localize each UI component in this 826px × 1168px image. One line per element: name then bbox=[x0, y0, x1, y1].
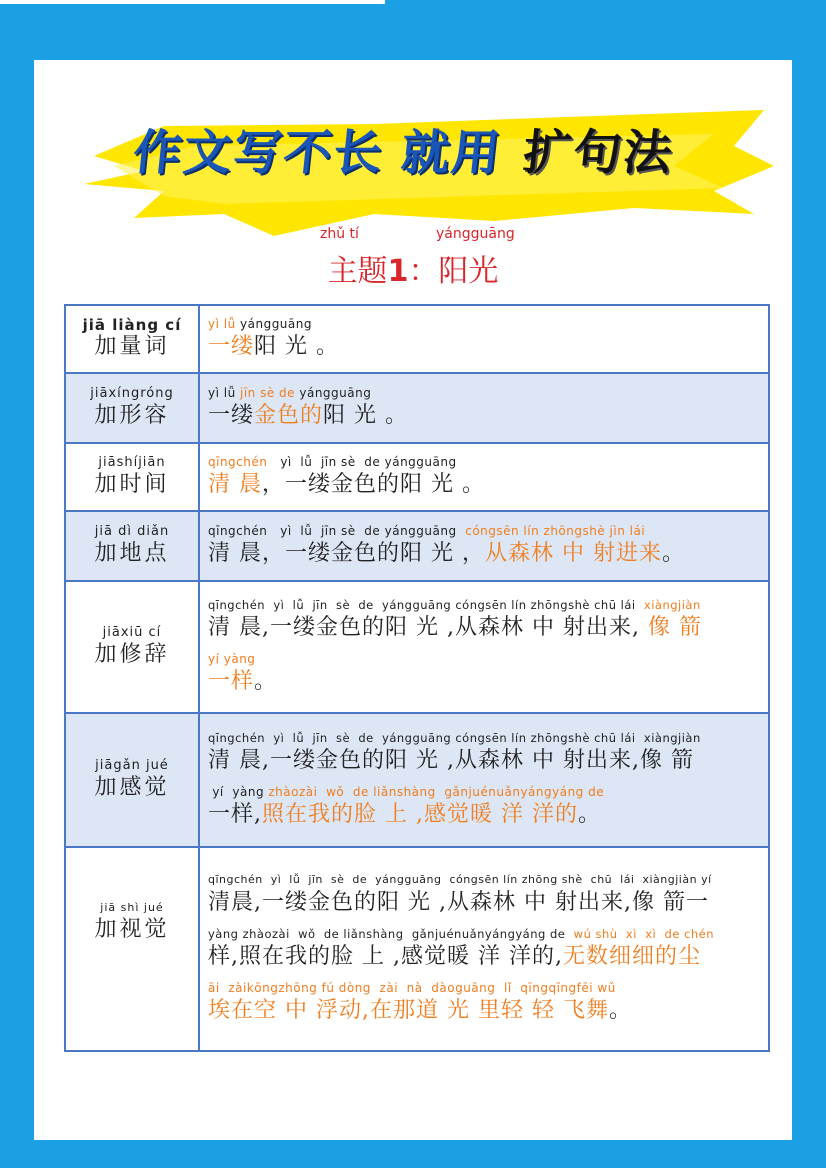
table-row bbox=[65, 373, 769, 443]
sentence-text: ，一缕金色的阳 光 。 bbox=[262, 472, 485, 497]
sentence-line bbox=[208, 667, 760, 697]
theme-suffix: ：阳光 bbox=[408, 254, 499, 289]
table-row bbox=[65, 713, 769, 847]
pinyin-highlight: wú shù xì xì de chén bbox=[573, 927, 715, 941]
table-row bbox=[65, 305, 769, 373]
pinyin-zhuti: zhǔ tí bbox=[320, 226, 359, 242]
pinyin-text: yángguāng bbox=[240, 317, 312, 331]
sentence-line bbox=[208, 942, 760, 972]
sentence-highlight: 像 箭 bbox=[639, 615, 702, 640]
sentence-text: 。 bbox=[608, 998, 632, 1023]
theme-prefix: 主题 bbox=[327, 254, 388, 289]
sentence-text: 。 bbox=[577, 802, 601, 827]
pinyin-line bbox=[208, 597, 760, 613]
subtitle-pinyin bbox=[34, 226, 792, 244]
label-text: 加修辞 bbox=[94, 642, 170, 667]
sentence-line bbox=[208, 470, 760, 500]
page-title bbox=[90, 108, 718, 188]
sentence-highlight: 清 晨 bbox=[208, 472, 262, 497]
sentence-text: 清 晨,一缕金色的阳 光 ,从森林 中 射出来,像 箭 bbox=[208, 748, 694, 773]
pinyin-text: qīngchén yì lǚ jīn sè de yángguāng cóngsēn lín zhōngshè chū lái bbox=[208, 598, 644, 612]
pinyin-text: yí yàng bbox=[208, 785, 269, 799]
sentence-text: 。 bbox=[661, 541, 685, 566]
sentence-line bbox=[208, 332, 760, 362]
sentence-line bbox=[208, 401, 760, 431]
title-part-1: 作文写不长 bbox=[130, 124, 387, 181]
label-pinyin: jiā shì jué bbox=[100, 901, 164, 914]
row-content bbox=[199, 713, 769, 847]
sentence-highlight: 从森林 中 射进来 bbox=[484, 541, 662, 566]
theme-number: 1 bbox=[387, 254, 409, 289]
table-row bbox=[65, 511, 769, 581]
sentence-line bbox=[208, 996, 760, 1026]
pinyin-text: qīngchén yì lǚ jīn sè de yángguāng cóngsēn lín zhōngshè chū lái xiàngjiàn bbox=[208, 731, 701, 745]
label-pinyin: jiā liàng cí bbox=[82, 316, 182, 334]
row-label bbox=[65, 305, 199, 373]
pinyin-line bbox=[208, 730, 760, 746]
pinyin-line bbox=[208, 651, 760, 667]
pinyin-line bbox=[208, 980, 760, 996]
label-pinyin: jiāshíjiān bbox=[98, 455, 166, 470]
pinyin-line bbox=[208, 784, 760, 800]
label-text: 加量词 bbox=[94, 334, 170, 359]
theme-heading bbox=[34, 246, 792, 290]
label-text: 加视觉 bbox=[94, 917, 170, 942]
sentence-line bbox=[208, 800, 760, 830]
label-pinyin: jiāxiū cí bbox=[102, 625, 162, 640]
label-text: 加形容 bbox=[94, 403, 170, 428]
sentence-text: 阳 光 。 bbox=[254, 334, 340, 359]
top-edge-strip bbox=[0, 0, 385, 4]
sentence-line bbox=[208, 613, 760, 643]
row-content bbox=[199, 305, 769, 373]
row-label bbox=[65, 847, 199, 1051]
sentence-text: 。 bbox=[254, 669, 278, 694]
pinyin-yangguang: yángguāng bbox=[436, 226, 515, 242]
label-pinyin: jiā dì diǎn bbox=[94, 524, 170, 539]
sentence-text: 一样, bbox=[208, 802, 262, 827]
sentence-text: 样,照在我的脸 上 ,感觉暖 洋 洋的, bbox=[208, 944, 563, 969]
table-row bbox=[65, 581, 769, 713]
worksheet-card bbox=[34, 60, 792, 1140]
sentence-line bbox=[208, 888, 760, 918]
row-label bbox=[65, 581, 199, 713]
pinyin-line bbox=[208, 523, 760, 539]
sentence-text: 清 晨，一缕金色的阳 光 ， bbox=[208, 541, 485, 566]
label-pinyin: jiāxíngróng bbox=[90, 386, 174, 401]
sentence-line bbox=[208, 539, 760, 569]
sentence-text: 清 晨,一缕金色的阳 光 ,从森林 中 射出来, bbox=[208, 615, 640, 640]
row-label bbox=[65, 511, 199, 581]
expansion-table bbox=[64, 304, 770, 1052]
pinyin-text: yì lǚ jīn sè de yángguāng bbox=[267, 455, 457, 469]
sentence-highlight: 埃在空 中 浮动,在那道 光 里轻 轻 飞舞 bbox=[208, 998, 609, 1023]
pinyin-text: qīngchén yì lǚ jīn sè de yángguāng bbox=[208, 524, 466, 538]
sentence-highlight: 金色的 bbox=[254, 403, 324, 428]
pinyin-line bbox=[208, 385, 760, 401]
pinyin-highlight: yí yàng bbox=[208, 652, 256, 666]
table-row bbox=[65, 443, 769, 511]
sentence-line bbox=[208, 746, 760, 776]
pinyin-line bbox=[208, 454, 760, 470]
row-label bbox=[65, 713, 199, 847]
sentence-text: 一缕 bbox=[208, 403, 255, 428]
row-content bbox=[199, 511, 769, 581]
pinyin-highlight: qīngchén bbox=[208, 455, 268, 469]
pinyin-text: qīngchén yì lǚ jīn sè de yángguāng cóngsēn lín zhōng shè chū lái xiàngjiàn yí bbox=[208, 873, 712, 886]
row-content bbox=[199, 443, 769, 511]
row-content bbox=[199, 847, 769, 1051]
pinyin-highlight: cóngsēn lín zhōngshè jìn lái bbox=[465, 524, 646, 538]
label-pinyin: jiāgǎn jué bbox=[95, 758, 169, 773]
title-part-3: 扩句法 bbox=[520, 124, 677, 181]
table-row bbox=[65, 847, 769, 1051]
pinyin-line bbox=[208, 316, 760, 332]
sentence-highlight: 一缕 bbox=[208, 334, 255, 359]
sentence-highlight: 照在我的脸 上 ,感觉暖 洋 洋的 bbox=[262, 802, 578, 827]
row-content bbox=[199, 581, 769, 713]
sentence-text: 阳 光 。 bbox=[323, 403, 409, 428]
row-label bbox=[65, 373, 199, 443]
sentence-highlight: 无数细细的尘 bbox=[562, 944, 701, 969]
label-text: 加地点 bbox=[94, 541, 170, 566]
pinyin-text: yàng zhàozài wǒ de liǎnshàng gǎnjuénuǎnyángyáng de bbox=[208, 927, 574, 941]
label-text: 加感觉 bbox=[94, 775, 170, 800]
pinyin-line bbox=[208, 872, 760, 888]
pinyin-highlight: yì lǚ bbox=[208, 317, 241, 331]
row-label bbox=[65, 443, 199, 511]
title-part-2: 就用 bbox=[398, 124, 505, 181]
pinyin-text: yì lǚ bbox=[208, 386, 241, 400]
pinyin-highlight: jīn sè de bbox=[240, 386, 300, 400]
pinyin-line bbox=[208, 926, 760, 942]
sentence-text: 清晨,一缕金色的阳 光 ,从森林 中 射出来,像 箭一 bbox=[208, 890, 709, 915]
row-content bbox=[199, 373, 769, 443]
pinyin-text: yángguāng bbox=[299, 386, 372, 400]
label-text: 加时间 bbox=[94, 472, 170, 497]
sentence-highlight: 一样 bbox=[208, 669, 255, 694]
pinyin-highlight: xiàngjiàn bbox=[643, 598, 701, 612]
pinyin-highlight: āi zàikōngzhōng fú dòng zài nà dàoguāng lǐ qīngqīngfēi wǔ bbox=[208, 981, 616, 995]
pinyin-highlight: zhàozài wǒ de liǎnshàng gǎnjuénuǎnyángyáng de bbox=[268, 785, 605, 799]
